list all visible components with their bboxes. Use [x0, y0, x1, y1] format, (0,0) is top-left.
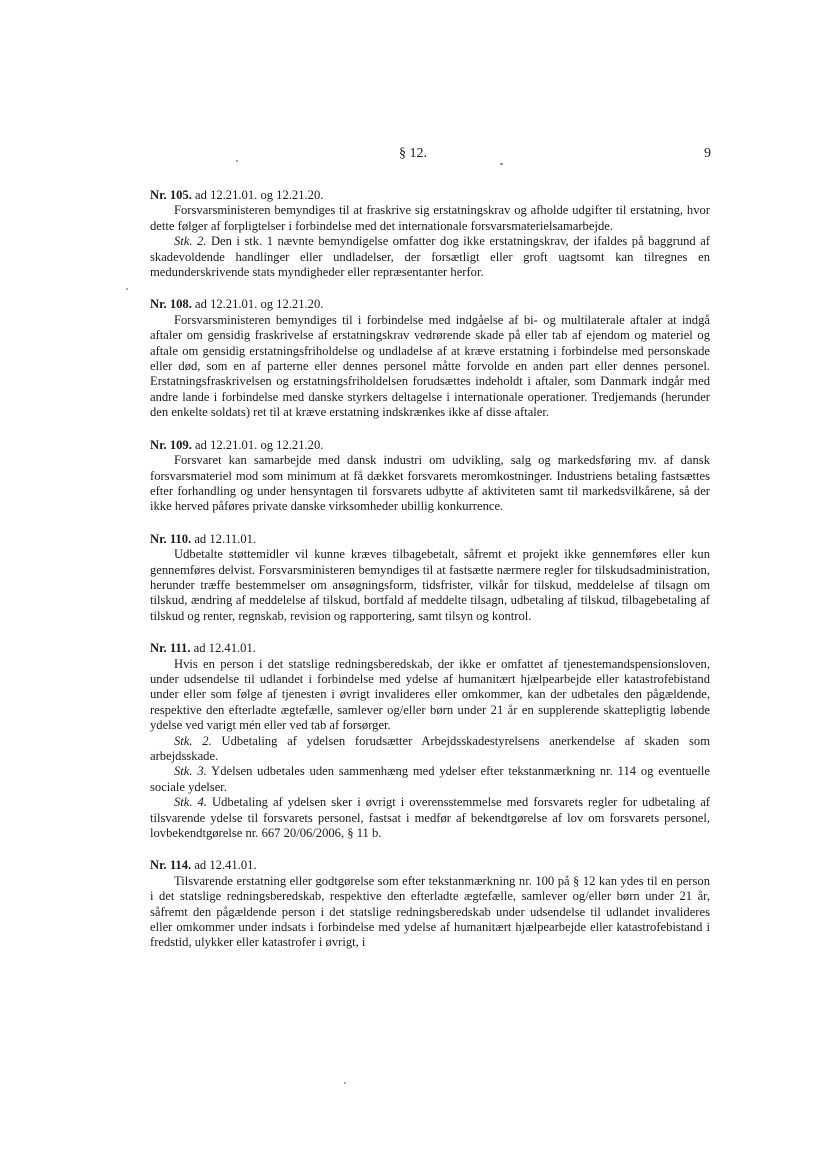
note-paragraph: Forsvaret kan samarbejde med dansk industri om udvikling, salg og markedsføring mv. af dansk forsvarsmateriel mod som minimum at få dækket forsvarets meromkostninger. Industriens betaling fastsættes efter forhandling og under hensyntagen til forsvarets udbytte af aktiviteten samt til markedsvilkårene, så der ikke herved påføres private danske virksomheder ubillig konkurrence. — [150, 453, 710, 514]
note-111 — [150, 641, 710, 841]
note-105 — [150, 188, 710, 280]
note-114 — [150, 858, 710, 950]
note-paragraph: Udbetalte støttemidler vil kunne kræves tilbagebetalt, såfremt et projekt ikke gennemføres eller kun gennemføres delvist. Forsvarsministeren bemyndiges til at fastsætte nærmere regler for tilskudsadministration, herunder træffe bestemmelser om ansøgningsform, tidsfrister, vilkår for tilskud, meddelelse af tilsagn om tilskud, ændring af meddelelse af tilskud, bortfald af meddelte tilsagn, udbetaling af tilskud, tilbagebetaling af tilskud og renter, regnskab, revision og rapportering, samt tilsyn og kontrol. — [150, 547, 710, 623]
note-heading — [150, 188, 710, 203]
stk-label: Stk. 3. — [174, 764, 207, 779]
note-reference: ad 12.11.01. — [194, 531, 257, 546]
note-heading — [150, 532, 710, 547]
note-number: Nr. 114. — [150, 858, 192, 873]
note-number: Nr. 111. — [150, 641, 191, 656]
note-paragraph: Tilsvarende erstatning eller godtgørelse som efter tekstanmærkning nr. 100 på § 12 kan ydes til en person i det statslige redningsberedskab, respektive den efterladte ægtefælle, samlever og/eller børn under 21 år, såfremt den pågældende person i det statslige redningsberedskab under udsendelse til udlandet invalideres eller omkommer under indsats i forbindelse med ydelse af humanitært hjælpearbejde eller katastrofebistand i fredstid, ulykker eller katastrofer i øvrigt, i — [150, 873, 710, 950]
note-number: Nr. 109. — [150, 437, 192, 452]
note-paragraph: Stk. 2. Den i stk. 1 nævnte bemyndigelse omfatter dog ikke erstatningskrav, der ifaldes på baggrund af skadevoldende handlinger eller undladelser, der forsætligt eller groft uagtsomt kan tilregnes en medunderskrivende stats myndigheder eller repræsentanter herfor. — [150, 234, 710, 280]
scan-speck — [500, 163, 503, 165]
document-body — [150, 188, 710, 968]
scan-speck — [344, 1082, 346, 1084]
note-paragraph: Forsvarsministeren bemyndiges til at fraskrive sig erstatningskrav og afholde udgifter til erstatning, hvor dette følger af forpligtelser i forbindelse med det internationale forsvarsmaterielsamarbejde. — [150, 203, 710, 233]
section-heading: § 12. — [399, 146, 427, 161]
note-paragraph: Stk. 3. Ydelsen udbetales uden sammenhæng med ydelser efter tekstanmærkning nr. 114 og eventuelle sociale ydelser. — [150, 764, 710, 794]
note-heading — [150, 438, 710, 453]
page-header — [0, 146, 826, 166]
stk-label: Stk. 2. — [174, 733, 212, 748]
stk-label: Stk. 2. — [174, 234, 207, 249]
page-number: 9 — [704, 146, 711, 161]
note-109 — [150, 438, 710, 515]
note-number: Nr. 105. — [150, 188, 192, 202]
note-reference: ad 12.21.01. og 12.21.20. — [195, 437, 324, 452]
note-paragraph: Hvis en person i det statslige redningsberedskab, der ikke er omfattet af tjenestemandspensionsloven, under udsendelse til udlandet i forbindelse med ydelse af humanitært hjælpearbejde eller katastrofebistand under eller som følge af tjenesten i øvrigt invalideres eller omkommer, kan der udbetales den pågældende, respektive den efterladte ægtefælle, samlever og/eller børn under 21 år en supplerende skattepligtig løbende ydelse ved varigt mén eller ved tab af forsørger. — [150, 656, 710, 733]
note-reference: ad 12.41.01. — [193, 641, 256, 656]
note-110 — [150, 532, 710, 624]
note-heading — [150, 297, 710, 312]
note-number: Nr. 110. — [150, 531, 192, 546]
stk-label: Stk. 4. — [174, 795, 207, 810]
scan-speck — [126, 288, 128, 290]
note-paragraph: Forsvarsministeren bemyndiges til i forbindelse med indgåelse af bi- og multilaterale aftaler at indgå aftaler om gensidig fraskrivelse af erstatningskrav vedrørende skade på eller tab af ejendom og materiel og aftale om gensidig erstatningsfriholdelse og undladelse af at kræve erstatning i forbindelse med personskade eller død, som en af parterne eller dennes personel måtte forvolde en anden part eller dennes personel. Erstatningsfraskrivelsen og erstatningsfriholdelsen forudsættes indeholdt i aftaler, som Danmark indgår med andre lande i forbindelse med danske styrkers deltagelse i internationale operationer. Tredjemands (herunder den enkelte soldats) ret til at kræve erstatning indskrænkes ikke af disse aftaler. — [150, 312, 710, 420]
scan-speck — [236, 160, 238, 162]
note-reference: ad 12.41.01. — [194, 858, 257, 873]
note-paragraph: Stk. 4. Udbetaling af ydelsen sker i øvrigt i overensstemmelse med forsvarets regler for udbetaling af tilsvarende ydelse til forsvarets personel, fastsat i medfør af bekendtgørelse af lov om forsvarets personel, lovbekendtgørelse nr. 667 20/06/2006, § 11 b. — [150, 795, 710, 841]
note-number: Nr. 108. — [150, 297, 192, 312]
note-heading — [150, 858, 710, 873]
note-108 — [150, 297, 710, 420]
note-heading — [150, 641, 710, 656]
note-reference: ad 12.21.01. og 12.21.20. — [195, 188, 324, 202]
note-reference: ad 12.21.01. og 12.21.20. — [195, 297, 324, 312]
note-paragraph: Stk. 2. Udbetaling af ydelsen forudsætter Arbejdsskadestyrelsens anerkendelse af skaden som arbejdsskade. — [150, 733, 710, 763]
